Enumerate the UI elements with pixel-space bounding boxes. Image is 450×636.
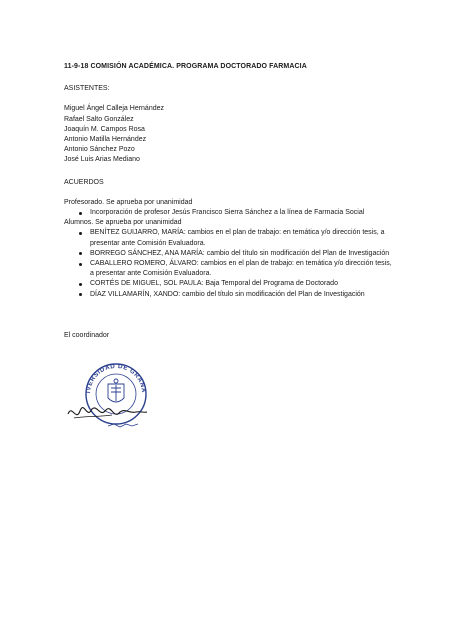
attendee-name: Antonio Sánchez Pozo	[64, 146, 135, 154]
list-item: Incorporación de profesor Jesús Francisco Sierra Sánchez a la línea de Farmacia Social	[64, 208, 394, 218]
list-item: CORTÉS DE MIGUEL, SOL PAULA: Baja Temporal del Programa de Doctorado	[64, 279, 394, 289]
faculty-items-list	[64, 208, 394, 218]
list-item: CABALLERO ROMERO, ÁLVARO: cambios en el plan de trabajo: en temática y/o dirección tesis, a presentar ante Comisión Evaluadora.	[64, 259, 394, 279]
university-seal	[64, 354, 160, 434]
attendees-list	[64, 104, 394, 165]
agreements-label: ACUERDOS	[64, 178, 104, 186]
signature-block	[64, 354, 160, 434]
coordinator-label: El coordinador	[64, 332, 110, 339]
attendees-label: ASISTENTES:	[64, 85, 110, 93]
seal-emblem-icon	[108, 379, 124, 402]
faculty-agreement-line: Profesorado. Se aprueba por unanimidad	[64, 198, 193, 206]
seal-text: IVERSIDAD DE GRANA	[85, 362, 148, 394]
list-item: BENÍTEZ GUIJARRO, MARÍA: cambios en el plan de trabajo: en temática y/o dirección tesis, a presentar ante Comisión Evaluadora.	[64, 228, 394, 248]
list-item: BORREGO SÁNCHEZ, ANA MARÍA: cambio del título sin modificación del Plan de Investigación	[64, 249, 394, 259]
attendee-name: Miguel Ángel Calleja Hernández	[64, 105, 165, 113]
signature-underline-icon	[74, 415, 112, 418]
document-body	[64, 62, 394, 300]
document-title: 11-9-18 COMISIÓN ACADÉMICA. PROGRAMA DOCTORADO FARMACIA	[64, 63, 307, 70]
students-items-list	[64, 228, 394, 299]
stamp-mark-icon	[108, 424, 138, 427]
attendee-name: José Luis Arias Mediano	[64, 156, 140, 164]
attendee-name: Rafael Salto González	[64, 115, 134, 123]
students-agreement-line: Alumnos. Se aprueba por unanimidad	[64, 219, 182, 227]
attendee-name: Antonio Matilla Hernández	[64, 136, 147, 144]
attendee-name: Joaquín M. Campos Rosa	[64, 125, 145, 133]
list-item: DÍAZ VILLAMARÍN, XANDO: cambio del título sin modificación del Plan de Investigación	[64, 290, 394, 300]
handwritten-signature-icon	[68, 408, 147, 415]
